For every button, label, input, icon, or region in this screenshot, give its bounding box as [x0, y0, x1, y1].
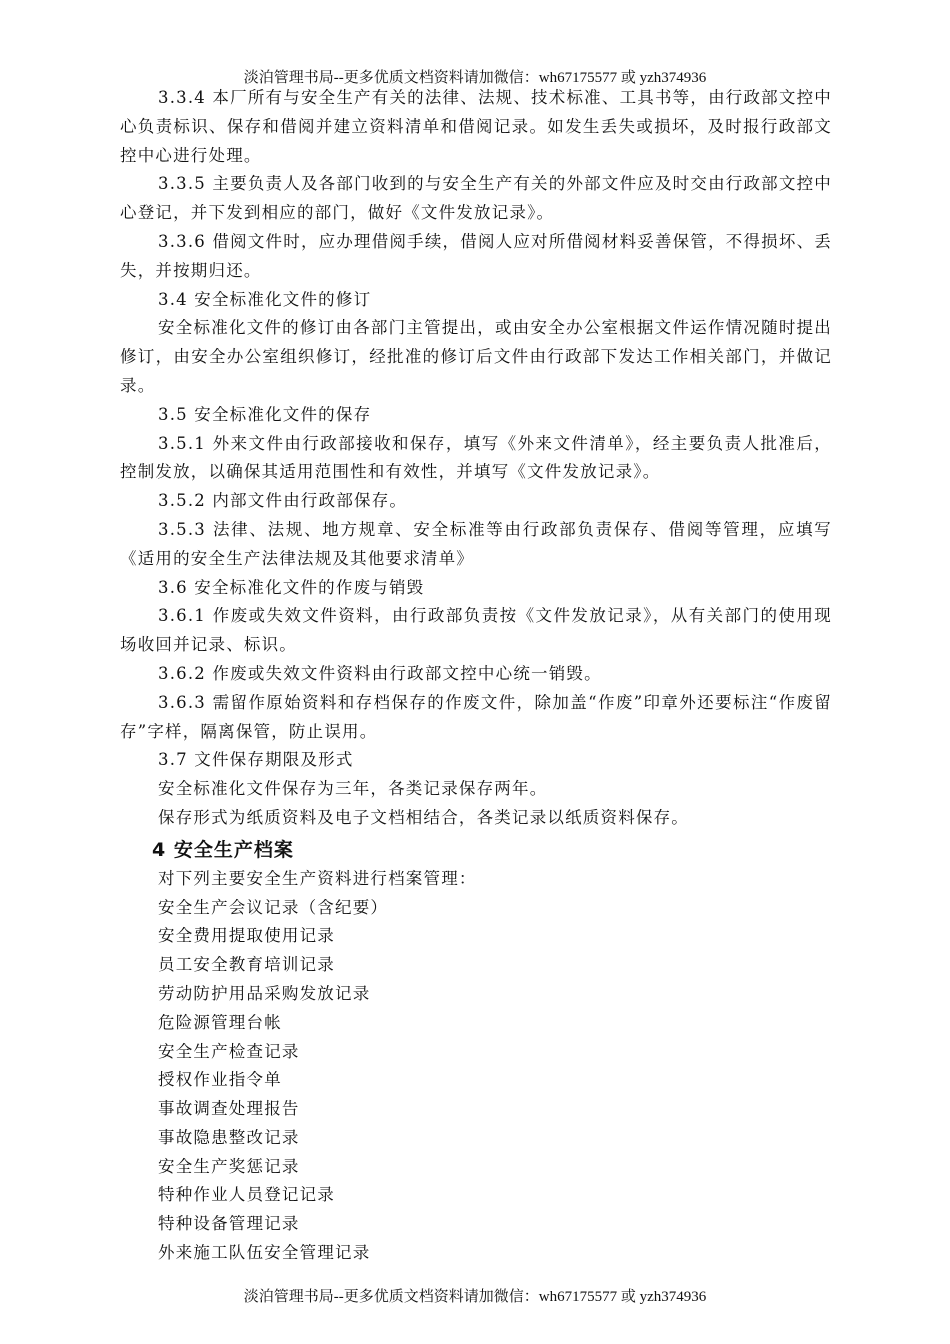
archive-item: 安全生产奖惩记录 [158, 1156, 300, 1176]
archive-item: 授权作业指令单 [158, 1070, 282, 1090]
paragraph-3-6-2: 3.6.2 作废或失效文件资料由行政部文控中心统一销毁。 [158, 663, 602, 683]
paragraph-3-7-a: 安全标准化文件保存为三年，各类记录保存两年。 [158, 779, 548, 799]
paragraph-3-6-1: 3.6.1 作废或失效文件资料，由行政部负责按《文件发放记录》，从有关部门的使用现场收回并记录、标识。 [120, 606, 832, 655]
paragraph-3-3-6: 3.3.6 借阅文件时，应办理借阅手续，借阅人应对所借阅材料妥善保管，不得损坏、丢失，并按期归还。 [120, 231, 832, 280]
page-header: 淡泊管理书局--更多优质文档资料请加微信：wh67175577 或 yzh374936 [243, 70, 707, 86]
heading-3-7: 3.7 文件保存期限及形式 [158, 750, 354, 770]
archive-item: 员工安全教育培训记录 [158, 955, 335, 975]
section-4-heading: 4 安全生产档案 [152, 838, 294, 861]
archive-item: 危险源管理台帐 [158, 1012, 282, 1032]
paragraph-3-3-4: 3.3.4 本厂所有与安全生产有关的法律、法规、技术标准、工具书等，由行政部文控中心负责标识、保存和借阅并建立资料清单和借阅记录。如发生丢失或损坏，及时报行政部文控中心进行处理。 [120, 88, 832, 165]
paragraph-3-7-b: 保存形式为纸质资料及电子文档相结合，各类记录以纸质资料保存。 [158, 807, 689, 827]
archive-item: 特种作业人员登记记录 [158, 1185, 335, 1205]
archive-item: 事故调查处理报告 [158, 1099, 300, 1119]
page-footer: 淡泊管理书局--更多优质文档资料请加微信：wh67175577 或 yzh374936 [243, 1289, 707, 1305]
paragraph-3-4-body: 安全标准化文件的修订由各部门主管提出，或由安全办公室根据文件运作情况随时提出修订，由安全办公室组织修订，经批准的修订后文件由行政部下发达工作相关部门，并做记录。 [120, 318, 832, 395]
heading-3-6: 3.6 安全标准化文件的作废与销毁 [158, 577, 425, 597]
document-body [120, 84, 832, 1268]
paragraph-3-5-1: 3.5.1 外来文件由行政部接收和保存，填写《外来文件清单》，经主要负责人批准后，控制发放，以确保其适用范围性和有效性，并填写《文件发放记录》。 [120, 433, 832, 482]
archive-list [120, 894, 832, 1268]
paragraph-3-5-3: 3.5.3 法律、法规、地方规章、安全标准等由行政部负责保存、借阅等管理，应填写《适用的安全生产法律法规及其他要求清单》 [120, 519, 832, 568]
archive-item: 安全生产会议记录（含纪要） [158, 897, 389, 917]
archive-item: 安全费用提取使用记录 [158, 926, 335, 946]
heading-3-4: 3.4 安全标准化文件的修订 [158, 289, 372, 309]
paragraph-3-3-5: 3.3.5 主要负责人及各部门收到的与安全生产有关的外部文件应及时交由行政部文控中心登记，并下发到相应的部门，做好《文件发放记录》。 [120, 174, 832, 223]
heading-3-5: 3.5 安全标准化文件的保存 [158, 404, 372, 424]
archive-item: 安全生产检查记录 [158, 1041, 300, 1061]
paragraph-3-5-2: 3.5.2 内部文件由行政部保存。 [158, 491, 408, 511]
archive-item: 特种设备管理记录 [158, 1214, 300, 1234]
section-4-intro: 对下列主要安全生产资料进行档案管理： [158, 868, 477, 888]
paragraph-3-6-3: 3.6.3 需留作原始资料和存档保存的作废文件，除加盖“作废”印章外还要标注“作废留存”字样，隔离保管，防止误用。 [120, 692, 832, 741]
archive-item: 外来施工队伍安全管理记录 [158, 1243, 371, 1263]
archive-item: 事故隐患整改记录 [158, 1127, 300, 1147]
archive-item: 劳动防护用品采购发放记录 [158, 983, 371, 1003]
